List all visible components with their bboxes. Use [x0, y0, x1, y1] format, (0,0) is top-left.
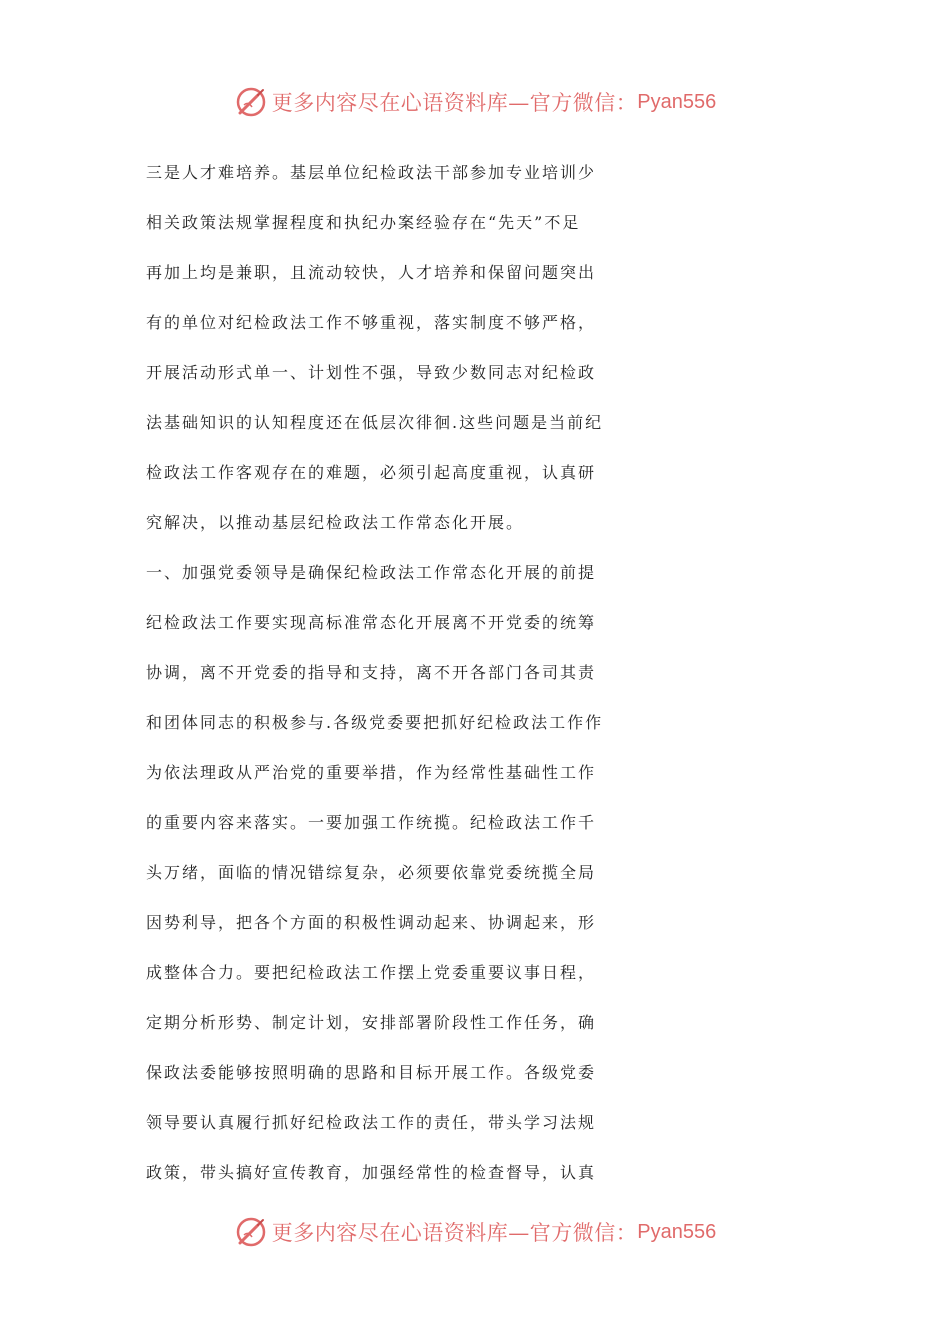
body-text-line: 为依法理政从严治党的重要举措，作为经常性基础性工作 [146, 763, 597, 782]
footer-banner-handle: Pyan556 [637, 1220, 717, 1243]
document-body [146, 148, 816, 1198]
footer-watermark-banner [0, 1212, 950, 1252]
body-text-line: 协调，离不开党委的指导和支持，离不开各部门各司其责 [146, 663, 597, 682]
body-text-line: 究解决，以推动基层纪检政法工作常态化开展。 [146, 513, 525, 532]
body-text-line: 纪检政法工作要实现高标准常态化开展离不开党委的统筹 [146, 613, 597, 632]
header-banner-handle: Pyan556 [637, 90, 717, 113]
body-text-line: 一、加强党委领导是确保纪检政法工作常态化开展的前提 [146, 563, 597, 582]
body-text-line: 政策，带头搞好宣传教育，加强经常性的检查督导，认真 [146, 1163, 597, 1182]
body-text-line: 领导要认真履行抓好纪检政法工作的责任，带头学习法规 [146, 1113, 597, 1132]
body-text-line: 再加上均是兼职，且流动较快，人才培养和保留问题突出 [146, 263, 597, 282]
body-text-line: 检政法工作客观存在的难题，必须引起高度重视，认真研 [146, 463, 597, 482]
pen-logo-icon [234, 1215, 268, 1249]
pen-logo-icon [234, 85, 268, 119]
body-text-line: 成整体合力。要把纪检政法工作摆上党委重要议事日程， [146, 963, 597, 982]
body-text-line: 保政法委能够按照明确的思路和目标开展工作。各级党委 [146, 1063, 597, 1082]
body-text-line: 因势利导，把各个方面的积极性调动起来、协调起来，形 [146, 913, 597, 932]
header-watermark-banner [0, 82, 950, 122]
body-text-line: 开展活动形式单一、计划性不强，导致少数同志对纪检政 [146, 363, 597, 382]
body-text-line: 定期分析形势、制定计划，安排部署阶段性工作任务，确 [146, 1013, 597, 1032]
body-text-line: 有的单位对纪检政法工作不够重视，落实制度不够严格， [146, 313, 597, 332]
body-text-line: 三是人才难培养。基层单位纪检政法干部参加专业培训少 [146, 163, 597, 182]
body-text-line: 的重要内容来落实。一要加强工作统揽。纪检政法工作千 [146, 813, 597, 832]
body-text-line: 头万绪，面临的情况错综复杂，必须要依靠党委统揽全局 [146, 863, 597, 882]
header-banner-text: 更多内容尽在心语资料库—官方微信： [271, 91, 638, 115]
footer-banner-text: 更多内容尽在心语资料库—官方微信： [271, 1221, 638, 1245]
body-text-line: 和团体同志的积极参与.各级党委要把抓好纪检政法工作作 [146, 713, 604, 732]
body-text-line: 相关政策法规掌握程度和执纪办案经验存在“先天”不足 [146, 213, 581, 232]
body-text-line: 法基础知识的认知程度还在低层次徘徊.这些问题是当前纪 [146, 413, 604, 432]
